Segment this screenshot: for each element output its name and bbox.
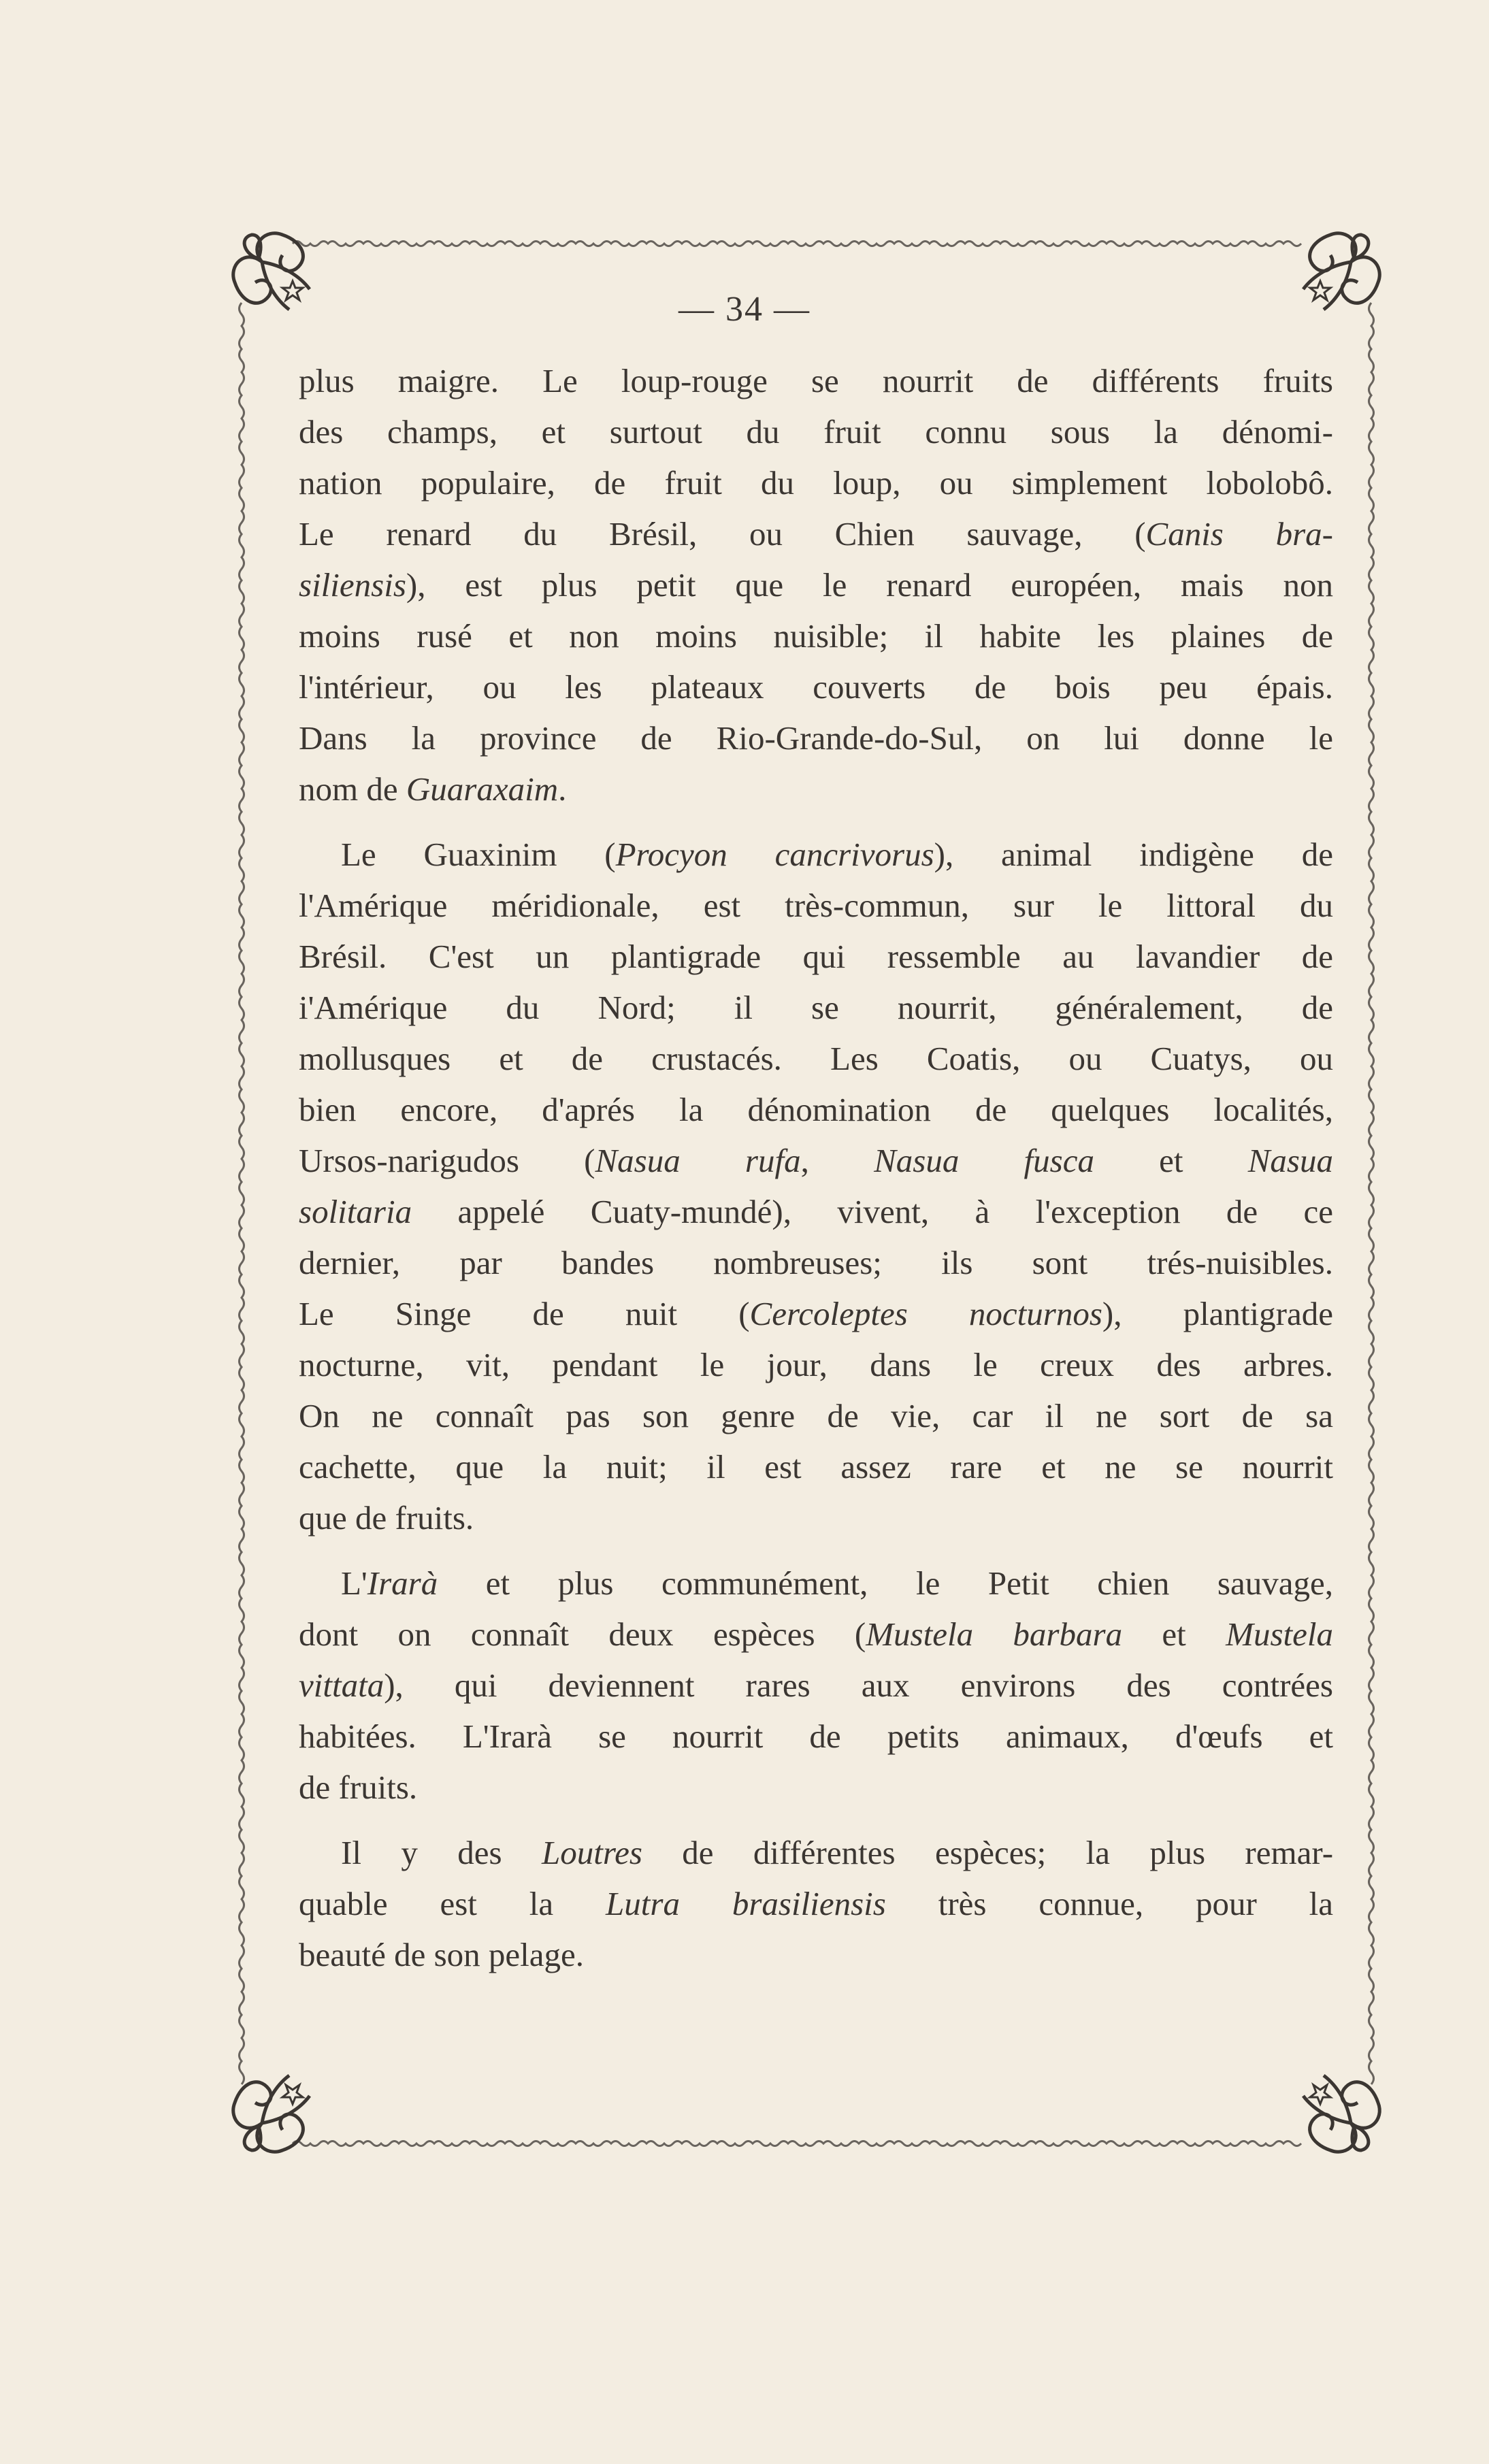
text-run: l'intérieur, ou les plateaux couverts de bois peu épais. — [299, 668, 1333, 706]
text-line — [299, 1339, 1333, 1390]
text-run: mollusques et de crustacés. Les Coatis, ou Cuatys, ou — [299, 1040, 1333, 1077]
text-line — [299, 763, 1333, 815]
text-run: ), animal indigène de — [934, 836, 1333, 873]
bottom-wavy-border — [293, 2141, 1301, 2146]
text-run: et — [1094, 1142, 1248, 1179]
text-line — [299, 610, 1333, 661]
text-run: dont on connaît deux espèces ( — [299, 1615, 866, 1653]
italic-species-name: Lutra brasiliensis — [606, 1885, 886, 1922]
text-line — [299, 1237, 1333, 1288]
text-line — [299, 1878, 1333, 1929]
text-run: nocturne, vit, pendant le jour, dans le creux des arbres. — [299, 1346, 1333, 1383]
italic-species-name: Cercoleptes nocturnos — [749, 1295, 1102, 1332]
text-run: ), est plus petit que le renard européen, mais non — [406, 566, 1333, 604]
text-line — [299, 1762, 1333, 1813]
text-run: moins rusé et non moins nuisible; il habite les plaines de — [299, 617, 1333, 655]
paragraph — [299, 1827, 1333, 1980]
italic-species-name: Mustela — [1226, 1615, 1333, 1653]
text-line — [299, 457, 1333, 508]
text-line — [299, 1390, 1333, 1441]
text-run: . — [558, 770, 567, 808]
text-line — [299, 982, 1333, 1033]
text-run: Le Singe de nuit ( — [299, 1295, 750, 1332]
text-run: et plus communément, le Petit chien sauvage, — [438, 1564, 1333, 1602]
text-line — [299, 1929, 1333, 1980]
text-line — [299, 406, 1333, 457]
text-line — [299, 1492, 1333, 1543]
text-run: Dans la province de Rio-Grande-do-Sul, on lui donne le — [299, 719, 1333, 757]
text-run: et — [1122, 1615, 1226, 1653]
text-run: nation populaire, de fruit du loup, ou simplement lobolobô. — [299, 464, 1333, 502]
text-run: plus maigre. Le loup-rouge se nourrit de différents fruits — [299, 362, 1333, 399]
text-run: de fruits. — [299, 1769, 418, 1806]
page-number: — 34 — — [678, 290, 811, 329]
text-line — [299, 931, 1333, 982]
text-run: dernier, par bandes nombreuses; ils sont trés-nuisibles. — [299, 1244, 1333, 1281]
floral-corner-ornament-icon — [1303, 2075, 1379, 2152]
text-line — [299, 1135, 1333, 1186]
italic-species-name: vittata — [299, 1666, 384, 1704]
text-line — [299, 1827, 1333, 1878]
text-line — [299, 1288, 1333, 1339]
text-run: L' — [341, 1564, 367, 1602]
text-line — [299, 1033, 1333, 1084]
text-line — [299, 1711, 1333, 1762]
text-run: Brésil. C'est un plantigrade qui ressemble au lavandier de — [299, 938, 1333, 975]
text-line — [299, 1084, 1333, 1135]
italic-species-name: Nasua fusca — [874, 1142, 1094, 1179]
text-run: de différentes espèces; la plus remar- — [642, 1834, 1334, 1871]
italic-species-name: Canis bra- — [1145, 515, 1333, 553]
text-line — [299, 1558, 1333, 1609]
text-line — [299, 355, 1333, 406]
text-line — [299, 880, 1333, 931]
top-wavy-border — [293, 242, 1301, 246]
text-run: Il y des — [341, 1834, 542, 1871]
text-run: ), qui deviennent rares aux environs des contrées — [384, 1666, 1333, 1704]
text-line — [299, 712, 1333, 763]
text-line — [299, 1609, 1333, 1660]
text-run: On ne connaît pas son genre de vie, car il ne sort de sa — [299, 1397, 1333, 1434]
text-run: habitées. L'Irarà se nourrit de petits animaux, d'œufs et — [299, 1718, 1333, 1755]
body-text — [299, 355, 1333, 1994]
text-run: l'Amérique méridionale, est très-commun, sur le littoral du — [299, 887, 1333, 924]
italic-species-name: solitaria — [299, 1193, 412, 1230]
text-line — [299, 1186, 1333, 1237]
italic-species-name: Mustela barbara — [866, 1615, 1123, 1653]
italic-species-name: Irarà — [367, 1564, 438, 1602]
text-line — [299, 1441, 1333, 1492]
floral-corner-ornament-icon — [233, 2075, 310, 2152]
italic-species-name: Guaraxaim — [406, 770, 559, 808]
paragraph — [299, 355, 1333, 815]
text-line — [299, 559, 1333, 610]
text-line — [299, 829, 1333, 880]
text-run: i'Amérique du Nord; il se nourrit, généralement, de — [299, 989, 1333, 1026]
text-run: très connue, pour la — [885, 1885, 1333, 1922]
paragraph — [299, 829, 1333, 1543]
text-line — [299, 661, 1333, 712]
left-wavy-border — [240, 303, 244, 2084]
text-run: bien encore, d'aprés la dénomination de quelques localités, — [299, 1091, 1333, 1128]
text-run: Le Guaxinim ( — [341, 836, 616, 873]
text-run: quable est la — [299, 1885, 606, 1922]
italic-species-name: Nasua rufa — [595, 1142, 801, 1179]
text-run: que de fruits. — [299, 1499, 474, 1537]
text-run: des champs, et surtout du fruit connu sous la dénomi- — [299, 413, 1333, 450]
text-line — [299, 1660, 1333, 1711]
italic-species-name: siliensis — [299, 566, 406, 604]
text-run: cachette, que la nuit; il est assez rare et ne se nourrit — [299, 1448, 1333, 1485]
text-run: appelé Cuaty-mundé), vivent, à l'exception de ce — [412, 1193, 1333, 1230]
text-run: Ursos-narigudos ( — [299, 1142, 595, 1179]
text-run: , — [800, 1142, 874, 1179]
text-line — [299, 508, 1333, 559]
italic-species-name: Loutres — [541, 1834, 642, 1871]
text-run: ), plantigrade — [1102, 1295, 1333, 1332]
text-run: Le renard du Brésil, ou Chien sauvage, ( — [299, 515, 1146, 553]
text-run: beauté de son pelage. — [299, 1936, 585, 1973]
paragraph — [299, 1558, 1333, 1813]
italic-species-name: Procyon cancrivorus — [615, 836, 934, 873]
italic-species-name: Nasua — [1247, 1142, 1334, 1179]
right-wavy-border — [1369, 303, 1374, 2084]
text-run: nom de — [299, 770, 406, 808]
